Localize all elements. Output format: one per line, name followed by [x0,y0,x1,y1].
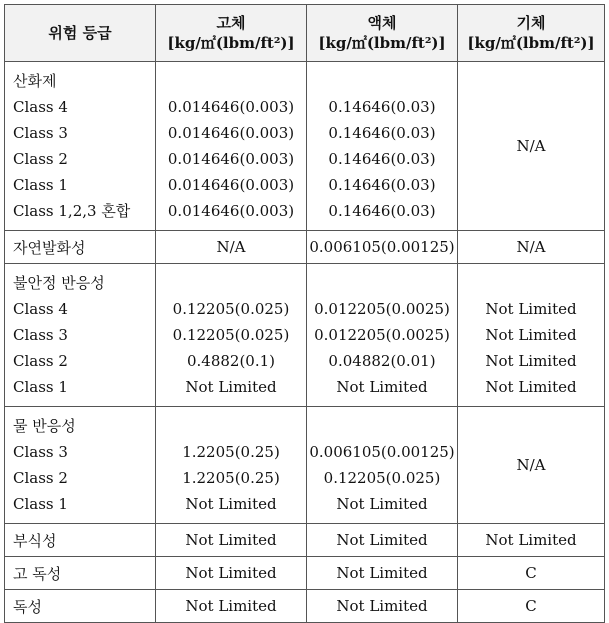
row-corrosive [5,524,605,557]
toxic-liquid: Not Limited [307,590,458,623]
oxidizer-gas: N/A [458,62,605,231]
class-label: Class 2 [13,352,68,370]
header-liquid-name: 액체 [367,14,397,32]
group-oxidizer [5,62,605,231]
solid-value: 0.014646(0.003) [167,98,295,116]
oxidizer-labels [5,62,156,231]
solid-value: 0.014646(0.003) [167,176,295,194]
row-pyrophoric [5,231,605,264]
liquid-value: 0.006105(0.00125) [309,443,455,461]
solid-value: Not Limited [185,495,277,513]
pyrophoric-liquid: 0.006105(0.00125) [307,231,458,264]
liquid-value: 0.12205(0.025) [323,469,441,487]
header-hazard-class: 위험 등급 [5,5,156,62]
water-liquid [307,407,458,524]
header-gas-unit: [kg/㎡(lbm/ft²)] [467,34,595,52]
unstable-solid [156,264,307,407]
class-label: Class 2 [13,150,68,168]
highly-toxic-label: 고 독성 [5,557,156,590]
solid-value: 0.014646(0.003) [167,150,295,168]
water-labels [5,407,156,524]
solid-value: 0.12205(0.025) [172,300,290,318]
gas-value: Not Limited [485,378,577,396]
class-label: Class 1,2,3 혼합 [13,202,131,220]
class-label: Class 2 [13,469,68,487]
class-label: Class 3 [13,124,68,142]
header-solid-unit: [kg/㎡(lbm/ft²)] [167,34,295,52]
liquid-value: 0.04882(0.01) [328,352,436,370]
liquid-value: 0.14646(0.03) [328,150,436,168]
liquid-value: 0.012205(0.0025) [314,326,450,344]
solid-value: Not Limited [185,378,277,396]
header-solid-name: 고체 [216,14,246,32]
group-unstable [5,264,605,407]
pyrophoric-gas: N/A [458,231,605,264]
toxic-label: 독성 [5,590,156,623]
gas-value: Not Limited [485,326,577,344]
liquid-value: 0.14646(0.03) [328,176,436,194]
class-label: Class 1 [13,378,68,396]
class-label: Class 1 [13,176,68,194]
liquid-value: Not Limited [336,378,428,396]
solid-value: 1.2205(0.25) [182,469,280,487]
solid-value: 1.2205(0.25) [182,443,280,461]
row-toxic [5,590,605,623]
oxidizer-liquid [307,62,458,231]
header-gas [458,5,605,62]
pyrophoric-label: 자연발화성 [5,231,156,264]
class-label: Class 3 [13,326,68,344]
toxic-gas: C [458,590,605,623]
liquid-value: Not Limited [336,495,428,513]
header-row [5,5,605,62]
solid-value: 0.014646(0.003) [167,202,295,220]
corrosive-solid: Not Limited [156,524,307,557]
solid-value: 0.12205(0.025) [172,326,290,344]
class-label: Class 4 [13,300,68,318]
liquid-value: 0.14646(0.03) [328,202,436,220]
highly-toxic-solid: Not Limited [156,557,307,590]
unstable-liquid [307,264,458,407]
corrosive-label: 부식성 [5,524,156,557]
highly-toxic-liquid: Not Limited [307,557,458,590]
pyrophoric-solid: N/A [156,231,307,264]
header-gas-name: 기체 [516,14,546,32]
unstable-gas [458,264,605,407]
class-label: Class 3 [13,443,68,461]
unstable-labels [5,264,156,407]
water-gas: N/A [458,407,605,524]
solid-value: 0.4882(0.1) [186,352,276,370]
group-title: 산화제 [13,72,57,90]
header-liquid-unit: [kg/㎡(lbm/ft²)] [318,34,446,52]
header-solid [156,5,307,62]
corrosive-liquid: Not Limited [307,524,458,557]
group-title: 불안정 반응성 [13,274,105,292]
liquid-value: 0.012205(0.0025) [314,300,450,318]
solid-value: 0.014646(0.003) [167,124,295,142]
class-label: Class 4 [13,98,68,116]
oxidizer-solid [156,62,307,231]
header-liquid [307,5,458,62]
gas-value: Not Limited [485,352,577,370]
toxic-solid: Not Limited [156,590,307,623]
gas-value: Not Limited [485,300,577,318]
row-highly-toxic [5,557,605,590]
group-title: 물 반응성 [13,417,76,435]
group-water-reactive [5,407,605,524]
water-solid [156,407,307,524]
liquid-value: 0.14646(0.03) [328,124,436,142]
corrosive-gas: Not Limited [458,524,605,557]
liquid-value: 0.14646(0.03) [328,98,436,116]
class-label: Class 1 [13,495,68,513]
hazard-class-table [4,4,605,623]
highly-toxic-gas: C [458,557,605,590]
